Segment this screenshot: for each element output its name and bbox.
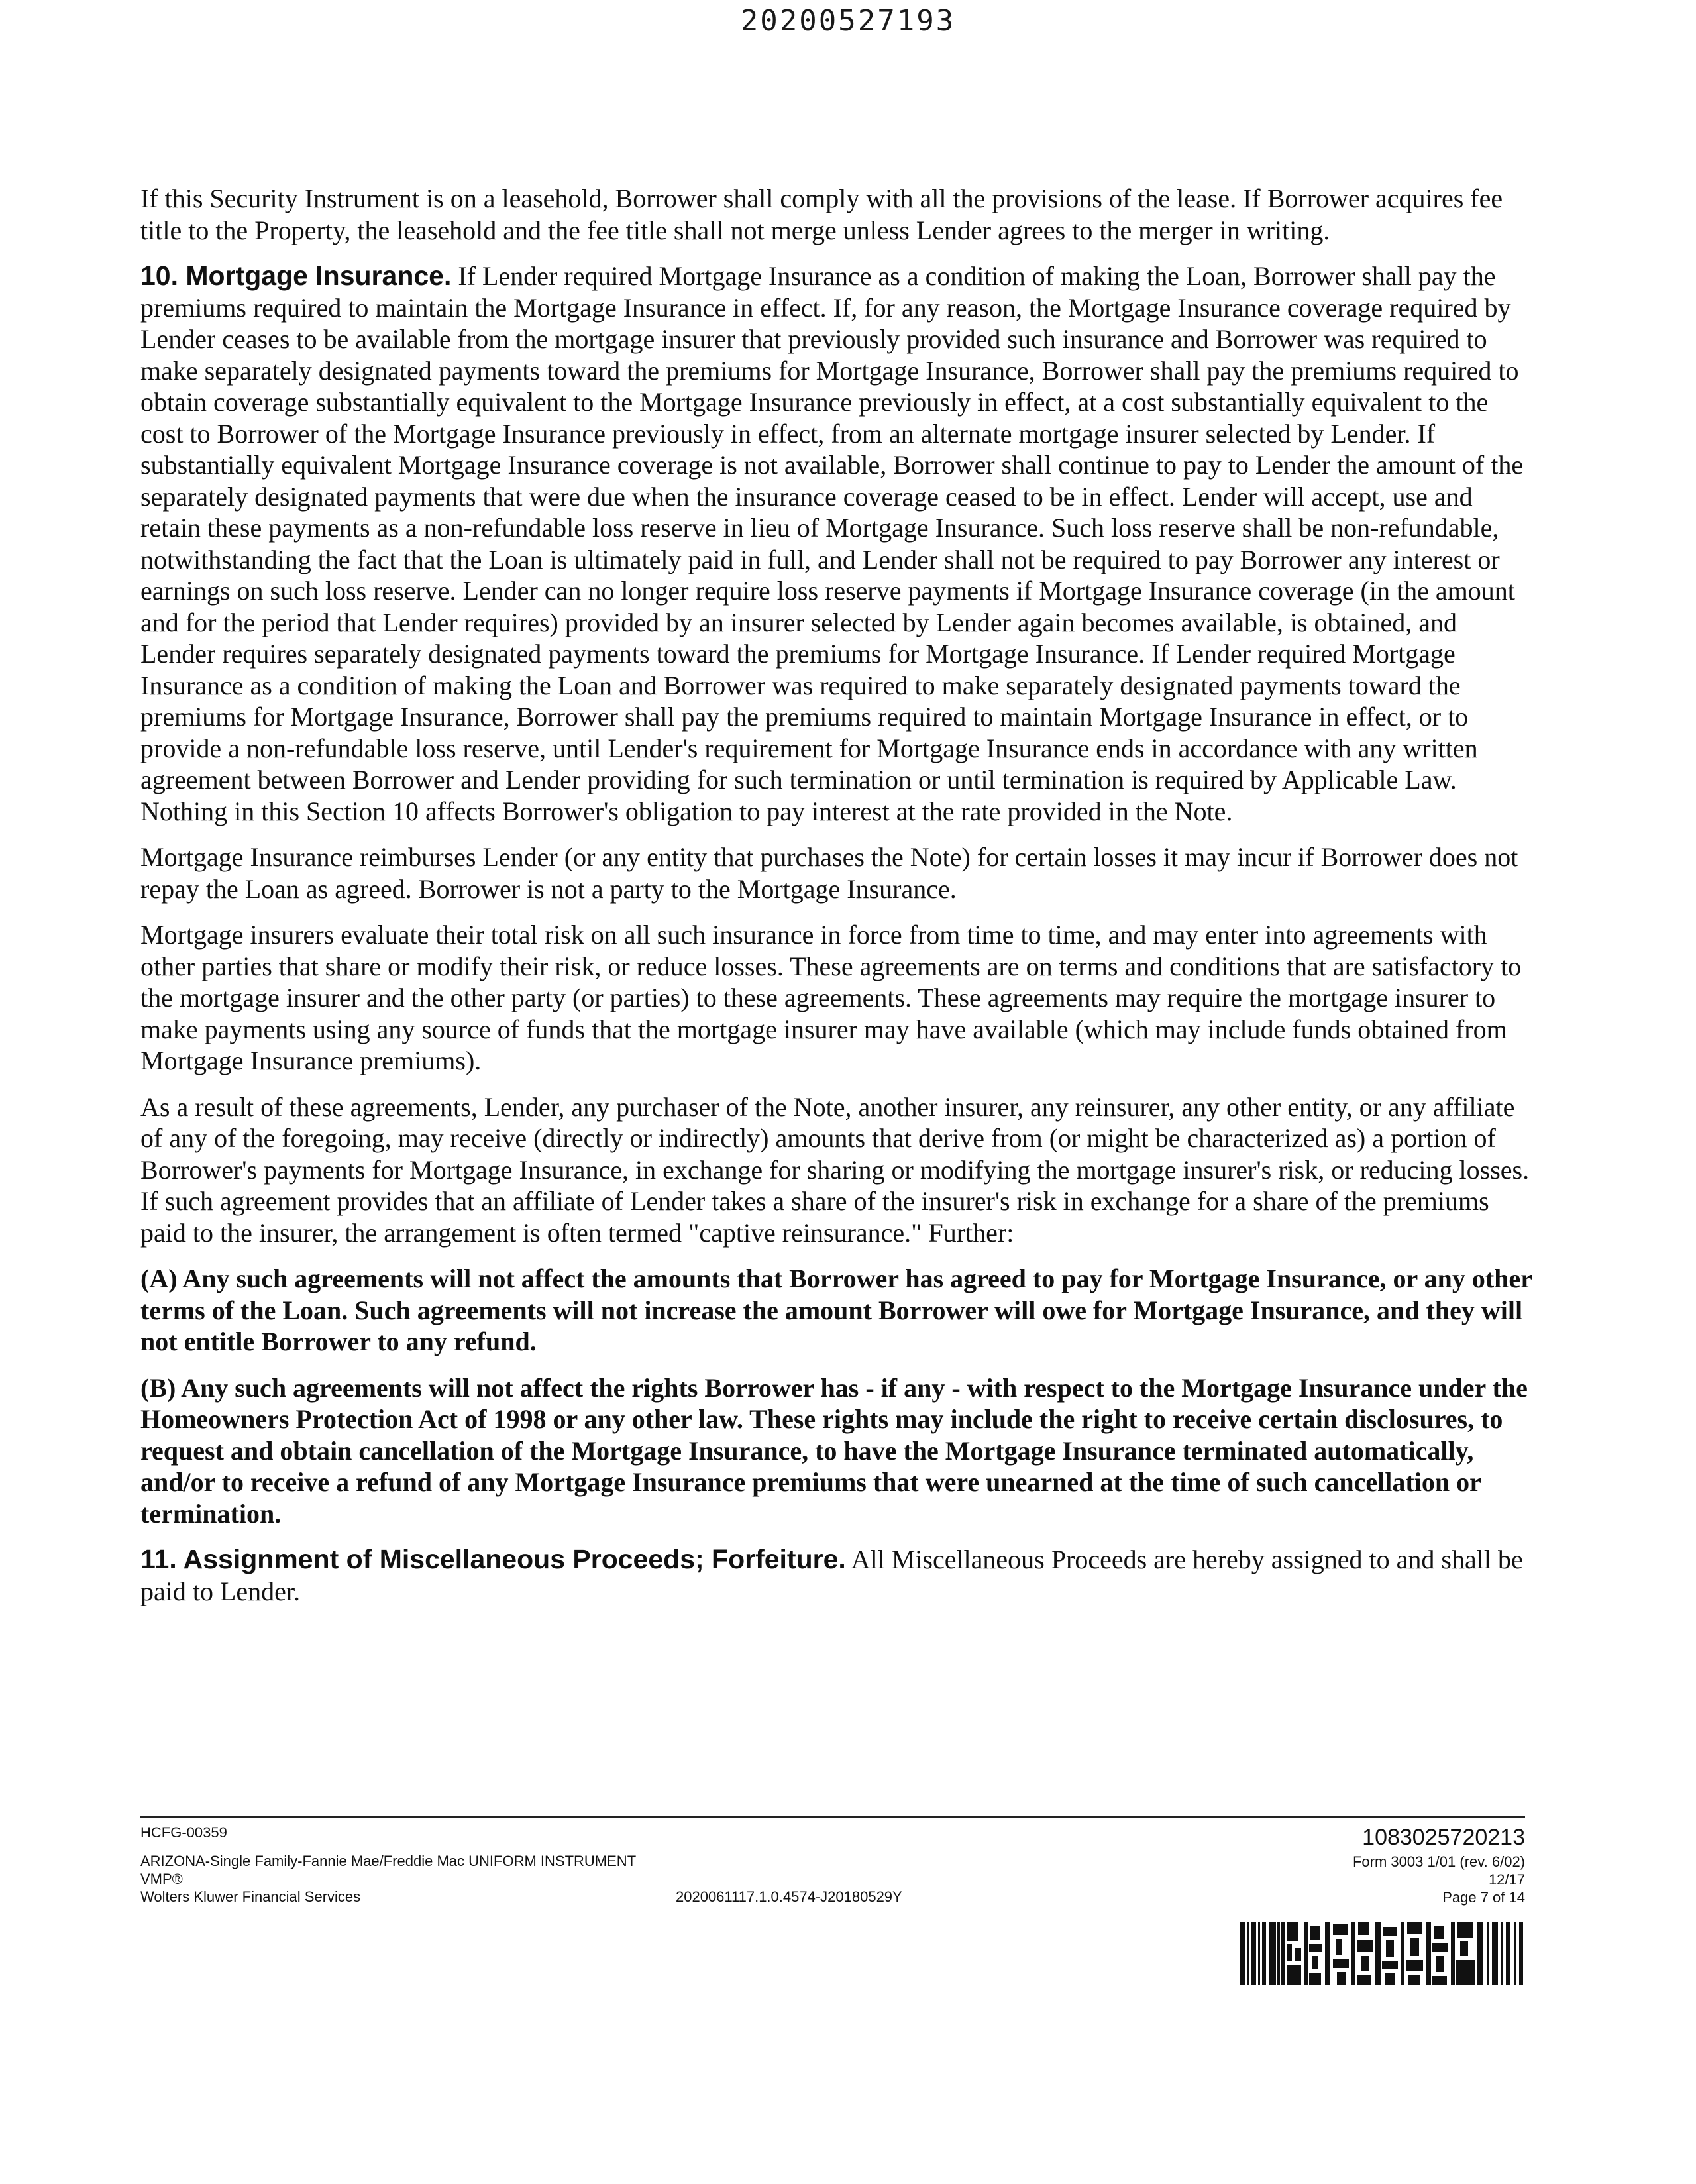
footer-divider xyxy=(140,1816,1525,1818)
footer-right-block xyxy=(1353,1824,1525,1906)
insurers-paragraph: Mortgage insurers evaluate their total risk on all such insurance in force from time to time, and may enter into agreements with other parties that share or modify their risk, or reduce losses. These agreements are on terms and conditions that are satisfactory to the mortgage insurer and the other party (or parties) to these agreements. These agreements may require the mortgage insurer to make payments using any source of funds that the mortgage insurer may have available (which may include funds obtained from Mortgage Insurance premiums). xyxy=(140,920,1522,1075)
section-11-heading: 11. Assignment of Miscellaneous Proceeds; Forfeiture. xyxy=(140,1544,846,1574)
footer-left-block xyxy=(140,1824,636,1906)
leasehold-paragraph: If this Security Instrument is on a leasehold, Borrower shall comply with all the provisions of the lease. If Borrower acquires fee title to the Property, the leasehold and the fee title shall not merge unless Lender agrees to the merger in writing. xyxy=(140,184,1503,245)
section-11-paragraph xyxy=(140,1544,1534,1607)
publisher-name: Wolters Kluwer Financial Services xyxy=(140,1888,361,1905)
document-id: 2020061117.1.0.4574-J20180529Y xyxy=(676,1888,902,1905)
section-10-text: If Lender required Mortgage Insurance as a condition of making the Loan, Borrower shall pay the premiums required to maintain the Mortgage Insurance in effect. If, for any reason, the Mortgage Insurance coverage required by Lender ceases to be available from the mortgage insurer that previously provided such insurance and Borrower was required to make separately designated payments toward the premiums for Mortgage Insurance, Borrower shall pay the premiums required to obtain coverage substantially equivalent to the Mortgage Insurance previously in effect, at a cost substantially equivalent to the cost to Borrower of the Mortgage Insurance previously in effect, from an alternate mortgage insurer selected by Lender. If substantially equivalent Mortgage Insurance coverage is not available, Borrower shall continue to pay to Lender the amount of the separately designated payments that were due when the insurance coverage ceased to be in effect. Lender will accept, use and retain these payments as a non-refundable loss reserve in lieu of Mortgage Insurance. Such loss reserve shall be non-refundable, notwithstanding the fact that the Loan is ultimately paid in full, and Lender shall not be required to pay Borrower any interest or earnings on such loss reserve. Lender can no longer require loss reserve payments if Mortgage Insurance coverage (in the amount and for the period that Lender requires) provided by an insurer selected by Lender again becomes available, is obtained, and Lender requires separately designated payments toward the premiums for Mortgage Insurance. If Lender required Mortgage Insurance as a condition of making the Loan and Borrower was required to make separately designated payments toward the premiums for Mortgage Insurance, Borrower shall pay the premiums required to maintain Mortgage Insurance in effect, or to provide a non-refundable loss reserve, until Lender's requirement for Mortgage Insurance ends in accordance with any written agreement between Borrower and Lender providing for such termination or until termination is required by Applicable Law. Nothing in this Section 10 affects Borrower's obligation to pay interest at the rate provided in the Note. xyxy=(140,261,1524,826)
section-10-heading: 10. Mortgage Insurance. xyxy=(140,260,452,291)
barcode-icon xyxy=(1240,1922,1525,1985)
clause-a-paragraph: (A) Any such agreements will not affect the amounts that Borrower has agreed to pay for Mortgage Insurance, or any other terms of the Loan. Such agreements will not increase the amount Borrower will owe for Mortgage Insurance, and they will not entitle Borrower to any refund. xyxy=(140,1264,1532,1356)
section-10-paragraph xyxy=(140,260,1534,827)
vmp-mark: VMP® xyxy=(140,1871,183,1887)
section-11-text: All Miscellaneous Proceeds are hereby assigned to and shall be paid to Lender. xyxy=(140,1545,1523,1606)
result-paragraph: As a result of these agreements, Lender, any purchaser of the Note, another insurer, any reinsurer, any other entity, or any affiliate of any of the foregoing, may receive (directly or indirectly) amounts that derive from (or might be characterized as) a portion of Borrower's payments for Mortgage Insurance, in exchange for sharing or modifying the mortgage insurer's risk, or reducing losses. If such agreement provides that an affiliate of Lender takes a share of the insurer's risk in exchange for a share of the premiums paid to the insurer, the arrangement is often termed "captive reinsurance." Further: xyxy=(140,1091,1530,1248)
recording-number: 20200527193 xyxy=(740,4,956,38)
reimburse-paragraph: Mortgage Insurance reimburses Lender (or any entity that purchases the Note) for certain losses it may incur if Borrower does not repay the Loan as agreed. Borrower is not a party to the Mortgage Insurance. xyxy=(140,842,1518,904)
form-date: 12/17 xyxy=(1488,1871,1525,1888)
form-code: HCFG-00359 xyxy=(140,1824,227,1841)
page-number: Page 7 of 14 xyxy=(1442,1889,1525,1906)
loan-number: 1083025720213 xyxy=(1362,1825,1525,1850)
form-number: Form 3003 1/01 (rev. 6/02) xyxy=(1352,1853,1525,1870)
document-body xyxy=(140,183,1534,1621)
instrument-name: ARIZONA-Single Family-Fannie Mae/Freddie Mac UNIFORM INSTRUMENT xyxy=(140,1853,637,1869)
clause-b-paragraph: (B) Any such agreements will not affect the rights Borrower has - if any - with respect to the Mortgage Insurance under the Homeowners Protection Act of 1998 or any other law. These rights may include the right to receive certain disclosures, to request and obtain cancellation of the Mortgage Insurance, to have the Mortgage Insurance terminated automatically, and/or to receive a refund of any Mortgage Insurance premiums that were unearned at the time of such cancellation or termination. xyxy=(140,1372,1528,1529)
